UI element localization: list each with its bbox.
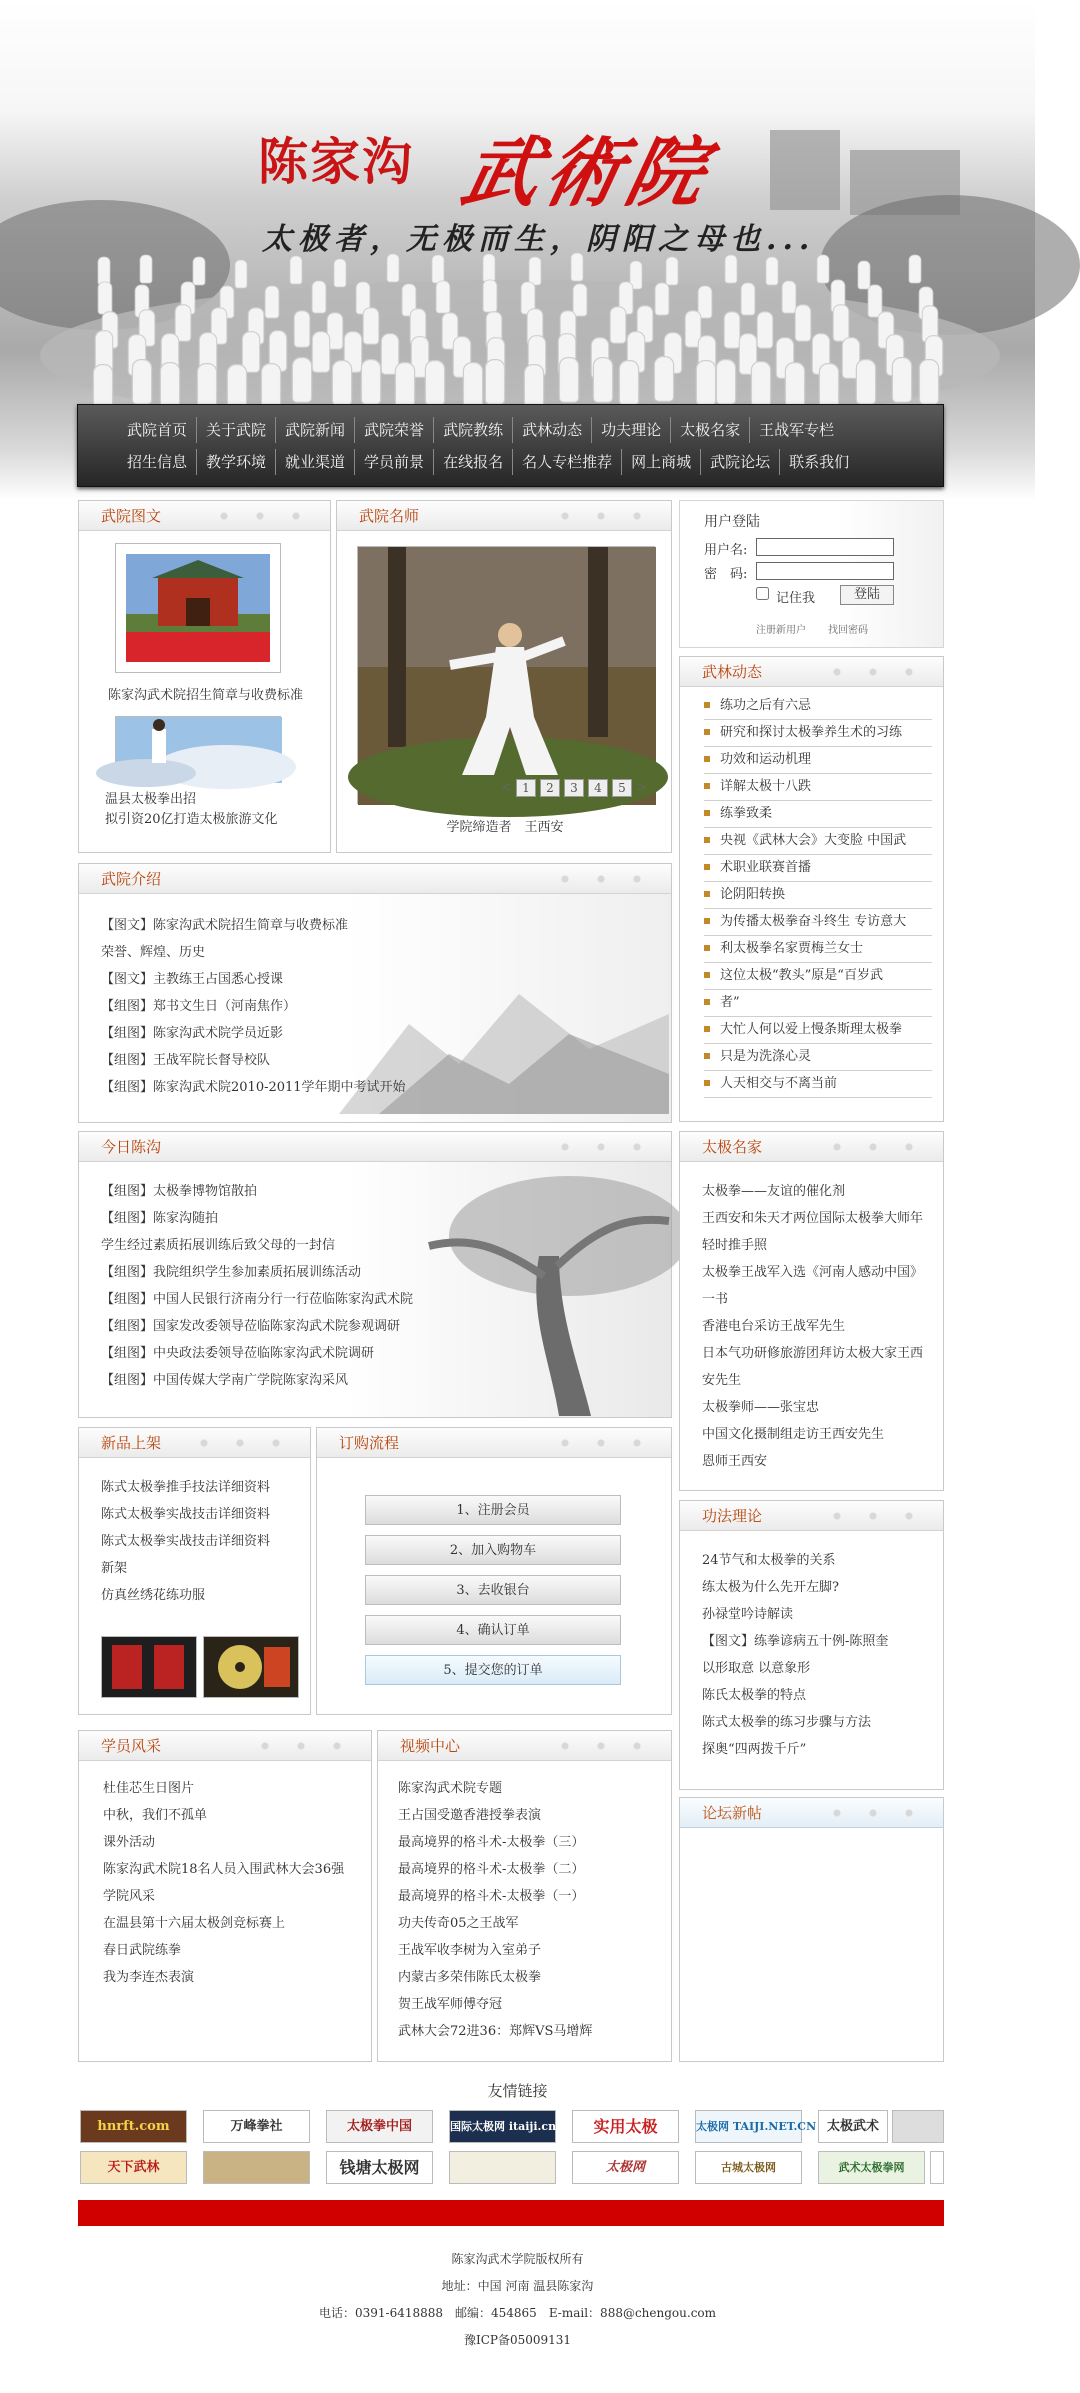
student-figure <box>666 257 677 284</box>
student-figure <box>796 306 811 341</box>
nav-item[interactable]: 武院新闻 <box>275 417 354 443</box>
panel-jinri <box>78 1131 672 1418</box>
panel-title: 今日陈沟 <box>79 1132 671 1162</box>
panel-dongtai <box>679 656 944 1122</box>
student-figure <box>266 286 279 317</box>
list-item[interactable]: 【组图】陈家沟武术院2010-2011学年期中考试开始 <box>101 1080 406 1095</box>
student-figure <box>134 361 152 405</box>
student-figure <box>699 286 712 317</box>
list-item[interactable]: 太极拳——友谊的催化剂 <box>702 1184 846 1199</box>
password-input[interactable] <box>756 562 894 580</box>
student-figure <box>293 358 311 402</box>
list-item[interactable]: 学生经过素质拓展训练后致父母的一封信 <box>101 1238 336 1253</box>
nav-item[interactable]: 武院论坛 <box>700 449 779 475</box>
list-item[interactable]: 陈式太极拳的练习步骤与方法 <box>702 1715 872 1730</box>
list-item[interactable]: 陈式太极拳实战技击详细资料 <box>101 1507 271 1522</box>
footer <box>0 2246 1035 2354</box>
page-number[interactable]: 4 <box>588 779 608 797</box>
nav-item[interactable]: 武院荣誉 <box>354 417 433 443</box>
list-item[interactable]: 安先生 <box>702 1373 742 1388</box>
prev-arrow[interactable]: < <box>500 780 512 794</box>
student-figure <box>757 312 772 347</box>
panel-title: 视频中心 <box>378 1731 671 1761</box>
student-figure <box>236 260 247 287</box>
panel-title: 功法理论 <box>680 1501 943 1531</box>
student-figure <box>243 332 259 371</box>
friend-link-logo[interactable]: hnrft.com <box>80 2110 187 2143</box>
brand-name: 陈家沟 <box>258 132 414 191</box>
panel-luntan <box>679 1797 944 2062</box>
list-item[interactable]: 【组图】我院组织学生参加素质拓展训练活动 <box>101 1265 362 1280</box>
building <box>770 130 840 210</box>
list-item[interactable]: 陈家沟武术院专题 <box>398 1781 503 1796</box>
panel-xueyuan <box>78 1730 372 2062</box>
list-item[interactable]: 武林大会72进36：郑辉VS马增辉 <box>398 2024 593 2039</box>
product-books-image[interactable] <box>101 1636 197 1698</box>
nav-item[interactable]: 武院首页 <box>127 421 188 439</box>
list-item[interactable]: 在温县第十六届太极剑竞标赛上 <box>103 1916 286 1931</box>
list-item[interactable]: 练太极为什么先开左脚? <box>702 1580 839 1595</box>
list-item[interactable]: 中秋，我们不孤单 <box>103 1808 208 1823</box>
student-figure <box>98 282 111 313</box>
nav-item[interactable]: 名人专栏推荐 <box>512 449 621 475</box>
student-figure <box>697 361 715 405</box>
student-figure <box>363 308 378 343</box>
nav-item[interactable]: 就业渠道 <box>275 449 354 475</box>
student-figure <box>858 261 869 288</box>
list-item[interactable]: 王占国受邀香港授拳表演 <box>398 1808 542 1823</box>
list-item[interactable]: 王西安和朱天才两位国际太极拳大师年 <box>702 1211 924 1226</box>
friend-link-logo[interactable]: 天下武林 <box>80 2151 187 2184</box>
list-item[interactable]: 太极拳王战军入选《河南人感动中国》 <box>702 1265 924 1280</box>
footer-icp: 豫ICP备05009131 <box>463 2333 572 2347</box>
student-figure <box>483 255 494 282</box>
nav-item[interactable]: 教学环境 <box>196 449 275 475</box>
order-step[interactable]: 4、确认订单 <box>365 1615 621 1645</box>
username-label: 用户名: <box>704 543 748 558</box>
student-figure <box>161 363 179 407</box>
student-figure <box>486 360 504 404</box>
page-number[interactable]: 1 <box>516 779 536 797</box>
student-figure <box>610 307 625 342</box>
next-arrow[interactable]: > <box>636 780 648 794</box>
today-list <box>101 1178 413 1394</box>
list-item[interactable]: 央视《武林大会》大变脸 中国武 <box>704 828 932 855</box>
list-item[interactable]: 仿真丝绣花练功服 <box>101 1588 206 1603</box>
student-figure <box>464 363 482 407</box>
news-list <box>704 693 932 1098</box>
brand-calligraphy: 武術院 <box>454 128 720 217</box>
photo-master[interactable] <box>357 546 655 804</box>
student-figure <box>834 305 849 340</box>
student-figure <box>98 258 109 285</box>
list-item[interactable]: 最高境界的格斗术-太极拳（二） <box>398 1862 585 1877</box>
nav-item[interactable]: 武院教练 <box>433 417 512 443</box>
student-figure <box>176 306 191 341</box>
student-figure <box>724 312 739 347</box>
student-figure <box>766 258 777 285</box>
page-number[interactable]: 2 <box>540 779 560 797</box>
list-item[interactable]: 课外活动 <box>103 1835 156 1850</box>
student-figure <box>742 283 755 314</box>
student-figure <box>262 364 280 408</box>
page-number[interactable]: 3 <box>564 779 584 797</box>
friend-link-logo[interactable]: 太极拳中国 <box>326 2110 433 2143</box>
list-item[interactable]: 【组图】太极拳博物馆散拍 <box>101 1184 258 1199</box>
student-figure <box>312 281 325 312</box>
student-figure <box>295 311 310 346</box>
video-list <box>398 1775 592 2045</box>
footer-red-bar <box>78 2200 944 2226</box>
list-item[interactable]: 以形取意 以意象形 <box>702 1661 811 1676</box>
main-nav <box>77 404 944 487</box>
nav-item[interactable]: 王战军专栏 <box>749 417 843 443</box>
list-item[interactable]: 论阴阳转换 <box>704 882 932 909</box>
friend-link-logo[interactable] <box>930 2151 944 2184</box>
list-item[interactable]: 陈氏太极拳的特点 <box>702 1688 807 1703</box>
student-figure <box>484 280 497 311</box>
list-item[interactable]: 最高境界的格斗术-太极拳（三） <box>398 1835 585 1850</box>
list-item[interactable]: 【组图】陈家沟武术院学员近影 <box>101 1026 284 1041</box>
header-banner <box>0 0 1035 500</box>
friend-link-logo[interactable]: 国际太极网 itaiji.cn <box>449 2110 556 2143</box>
friend-link-logo[interactable]: 武术太极拳网 <box>818 2151 925 2184</box>
product-dvd-image[interactable] <box>203 1636 299 1698</box>
forgot-password-link[interactable]: 找回密码 <box>828 625 868 636</box>
student-figure <box>333 362 351 406</box>
student-figure <box>655 357 673 401</box>
nav-item[interactable]: 网上商城 <box>621 449 700 475</box>
friend-link-logo[interactable] <box>203 2151 310 2184</box>
nav-row-1 <box>118 417 843 443</box>
nav-item[interactable]: 学员前景 <box>354 449 433 475</box>
list-item[interactable]: 【组图】国家发改委领导莅临陈家沟武术院参观调研 <box>101 1319 401 1334</box>
student-figure <box>620 361 638 405</box>
panel-title: 武院介绍 <box>79 864 671 894</box>
list-item[interactable]: 荣誉、辉煌、历史 <box>101 945 206 960</box>
list-item[interactable]: 【组图】郑书文生日（河南焦作） <box>101 999 297 1014</box>
friend-link-logo[interactable]: 万峰拳社 <box>203 2110 310 2143</box>
list-item[interactable]: 恩师王西安 <box>702 1454 768 1469</box>
student-figure <box>868 285 881 316</box>
list-item[interactable]: 陈家沟武术院18名人员入围武林大会36强 <box>103 1862 345 1877</box>
list-item[interactable]: 【组图】中央政法委领导莅临陈家沟武术院调研 <box>101 1346 375 1361</box>
student-figure <box>94 365 112 409</box>
list-item[interactable]: 杜佳芯生日图片 <box>103 1781 195 1796</box>
student-figure <box>228 365 246 409</box>
panel-title: 新品上架 <box>79 1428 310 1458</box>
order-step[interactable]: 5、提交您的订单 <box>365 1655 621 1685</box>
panel-login <box>679 500 944 648</box>
footer-copyright: 陈家沟武术学院版权所有 <box>451 2252 584 2266</box>
list-item[interactable]: 最高境界的格斗术-太极拳（一） <box>398 1889 585 1904</box>
friend-link-logo[interactable]: 太极网 TAIJI.NET.CN <box>695 2110 802 2143</box>
tree-photo <box>409 1166 671 1416</box>
master-caption: 学院缔造者 王西安 <box>446 820 564 835</box>
list-item[interactable]: 新架 <box>101 1561 128 1576</box>
list-item[interactable]: 大忙人何以爱上慢条斯理太极拳 <box>704 1017 932 1044</box>
list-item[interactable]: 【组图】王战军院长督导校队 <box>101 1053 271 1068</box>
nav-item[interactable]: 招生信息 <box>127 453 188 471</box>
username-input[interactable] <box>756 538 894 556</box>
list-item[interactable]: 【组图】陈家沟随拍 <box>101 1211 219 1226</box>
list-item[interactable]: 王战军收李树为入室弟子 <box>398 1943 542 1958</box>
remember-label: 记住我 <box>776 591 816 606</box>
slogan: 太极者，无极而生，阴阳之母也... <box>262 222 816 257</box>
list-item[interactable]: 利太极拳名家贾梅兰女士 <box>704 936 932 963</box>
panel-title: 太极名家 <box>680 1132 943 1162</box>
order-step[interactable]: 1、注册会员 <box>365 1495 621 1525</box>
student-figure <box>387 254 398 281</box>
list-item[interactable]: 功效和运动机理 <box>704 747 932 774</box>
products-list <box>101 1474 270 1609</box>
friend-link-logo[interactable]: 钱塘太极网 <box>326 2151 433 2184</box>
photo-taiji-sky[interactable] <box>115 716 281 782</box>
student-figure <box>857 360 875 404</box>
list-item[interactable]: 【组图】中国传媒大学南广学院陈家沟采风 <box>101 1373 349 1388</box>
caption-admission[interactable]: 陈家沟武术院招生简章与收费标准 <box>107 688 303 703</box>
list-item[interactable]: 只是为洗涤心灵 <box>704 1044 932 1071</box>
student-figure <box>141 255 152 282</box>
panel-title: 订购流程 <box>317 1428 671 1458</box>
panel-title: 学员风采 <box>79 1731 371 1761</box>
list-item[interactable]: 【组图】中国人民银行济南分行一行莅临陈家沟武术院 <box>101 1292 414 1307</box>
list-item[interactable]: 练功之后有六忌 <box>704 693 932 720</box>
register-link[interactable]: 注册新用户 <box>756 625 806 636</box>
student-figure <box>656 283 669 314</box>
student-figure <box>820 364 838 408</box>
panel-title: 武林动态 <box>680 657 943 687</box>
nav-item[interactable]: 武林动态 <box>512 417 591 443</box>
nav-item[interactable]: 在线报名 <box>433 449 512 475</box>
student-figure <box>362 360 380 404</box>
list-item[interactable]: 这位太极“教头”原是“百岁武 <box>704 963 932 990</box>
student-figure <box>786 363 804 407</box>
list-item[interactable]: 学院风采 <box>103 1889 156 1904</box>
list-item[interactable]: 功夫传奇05之王战军 <box>398 1916 519 1931</box>
list-item[interactable]: 内蒙古多荣伟陈氏太极拳 <box>398 1970 542 1985</box>
list-item[interactable]: 陈式太极拳推手技法详细资料 <box>101 1480 271 1495</box>
student-figure <box>426 361 444 405</box>
nav-row-2 <box>118 449 858 475</box>
list-item[interactable]: 研究和探讨太极拳养生术的习练 <box>704 720 932 747</box>
nav-item[interactable]: 关于武院 <box>196 417 275 443</box>
list-item[interactable]: 春日武院练拳 <box>103 1943 182 1958</box>
student-figure <box>782 281 795 312</box>
panel-xinpin <box>78 1427 311 1715</box>
links-title: 友情链接 <box>487 2082 548 2100</box>
student-figure <box>334 260 345 287</box>
list-item[interactable]: 者” <box>704 990 932 1017</box>
student-figure <box>894 359 912 403</box>
friend-link-logo[interactable]: 实用太极 <box>572 2110 679 2143</box>
caption-taiji-move[interactable]: 温县太极拳出招 <box>105 792 197 807</box>
login-button[interactable]: 登陆 <box>840 585 894 605</box>
panel-title: 武院名师 <box>337 501 671 531</box>
list-item[interactable]: 24节气和太极拳的关系 <box>702 1553 836 1568</box>
student-figure <box>328 313 343 348</box>
photo-gate[interactable] <box>115 543 281 673</box>
order-step[interactable]: 3、去收银台 <box>365 1575 621 1605</box>
panel-mingshi <box>336 500 672 853</box>
list-item[interactable]: 贺王战军师傅夺冠 <box>398 1997 503 2012</box>
nav-item[interactable]: 功夫理论 <box>591 417 670 443</box>
list-item[interactable]: 陈式太极拳实战技击详细资料 <box>101 1534 271 1549</box>
caption-tourism[interactable]: 拟引资20亿打造太极旅游文化 <box>105 812 278 827</box>
intro-list <box>101 912 406 1101</box>
footer-contact: 电话：0391-6418888 邮编：454865 E-mail：888@chengou.com <box>318 2306 717 2320</box>
panel-title: 武院图文 <box>79 501 330 531</box>
student-figure <box>529 257 540 284</box>
students-list <box>103 1775 344 1991</box>
panel-gongfa <box>679 1500 944 1790</box>
friend-link-logo[interactable] <box>892 2110 944 2143</box>
student-figure <box>525 365 543 409</box>
masters-list <box>702 1178 923 1475</box>
student-figure <box>560 358 578 402</box>
list-item[interactable]: 轻时推手照 <box>702 1238 768 1253</box>
student-figure <box>198 365 216 409</box>
list-item[interactable]: 人天相交与不离当前 <box>704 1071 932 1098</box>
list-item[interactable]: 我为李连杰表演 <box>103 1970 195 1985</box>
list-item[interactable]: 孙禄堂吟诗解读 <box>702 1607 794 1622</box>
list-item[interactable]: 为传播太极拳奋斗终生 专访意大 <box>704 909 932 936</box>
list-item[interactable]: 术职业联赛首播 <box>704 855 932 882</box>
login-title: 用户登陆 <box>704 514 760 530</box>
nav-item[interactable]: 太极名家 <box>670 417 749 443</box>
student-figure <box>752 362 770 406</box>
list-item[interactable]: 探奥“四两拨千斤” <box>702 1742 807 1757</box>
student-figure <box>433 255 444 282</box>
student-figure <box>396 363 414 407</box>
student-figure <box>910 255 921 282</box>
list-item[interactable]: 一书 <box>702 1292 729 1307</box>
student-figure <box>717 360 735 404</box>
student-figure <box>313 332 329 371</box>
friend-link-logo[interactable] <box>449 2151 556 2184</box>
theory-list <box>702 1547 888 1763</box>
order-step[interactable]: 2、加入购物车 <box>365 1535 621 1565</box>
friend-link-logo[interactable]: 太极武术 <box>818 2110 888 2143</box>
panel-jieshao <box>78 863 672 1123</box>
page-number[interactable]: 5 <box>612 779 632 797</box>
student-figure <box>920 361 938 405</box>
list-item[interactable]: 日本气功研修旅游团拜访太极大家王西 <box>702 1346 924 1361</box>
panel-mingjia <box>679 1131 944 1491</box>
student-figure <box>436 281 449 312</box>
list-item[interactable]: 【图文】主教练王占国悉心授课 <box>101 972 284 987</box>
slideshow-pager <box>500 779 648 797</box>
list-item[interactable]: 详解太极十八跌 <box>704 774 932 801</box>
panel-shipin <box>377 1730 672 2062</box>
list-item[interactable]: 太极拳师——张宝忠 <box>702 1400 820 1415</box>
student-figure <box>573 285 586 316</box>
student-figure <box>817 256 828 283</box>
list-item[interactable]: 香港电台采访王战军先生 <box>702 1319 846 1334</box>
footer-address: 地址：中国 河南 温县陈家沟 <box>441 2279 594 2293</box>
list-item[interactable]: 【图文】陈家沟武术院招生简章与收费标准 <box>101 918 349 933</box>
list-item[interactable]: 练拳致柔 <box>704 801 932 828</box>
friend-link-logo[interactable]: 古城太极网 <box>695 2151 802 2184</box>
nav-item[interactable]: 联系我们 <box>779 449 858 475</box>
list-item[interactable]: 中国文化摄制组走访王西安先生 <box>702 1427 885 1442</box>
panel-tuwen <box>78 500 331 853</box>
list-item[interactable]: 【图文】练拳谚病五十例-陈照奎 <box>702 1634 889 1649</box>
student-figure <box>291 257 302 284</box>
password-label: 密 码: <box>704 567 748 582</box>
remember-checkbox[interactable] <box>756 587 769 600</box>
student-figure <box>726 255 737 282</box>
student-figure <box>193 257 204 284</box>
panel-title: 论坛新帖 <box>680 1798 943 1828</box>
friend-link-logo[interactable]: 太极网 <box>572 2151 679 2184</box>
student-figure <box>594 359 612 403</box>
